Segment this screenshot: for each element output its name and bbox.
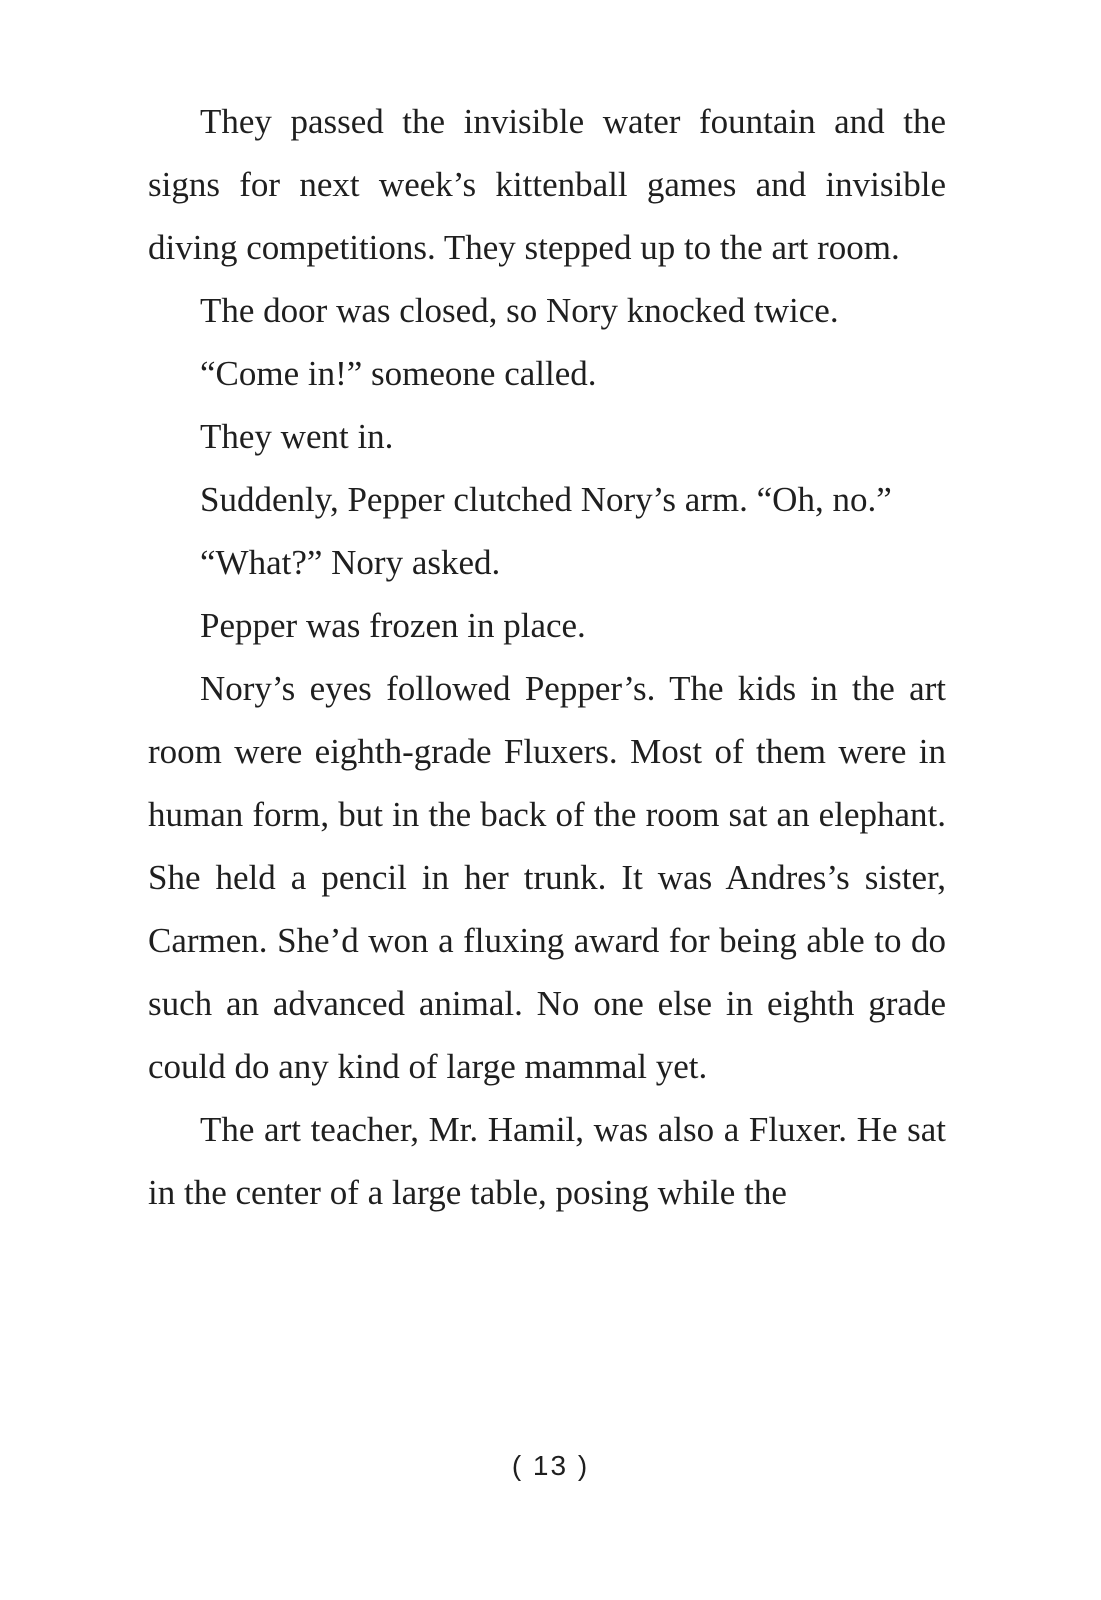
paragraph: Pepper was frozen in place. (200, 606, 586, 645)
paragraph: “What?” Nory asked. (200, 543, 501, 582)
page-number: ( 13 ) (511, 1450, 590, 1481)
body-text (148, 90, 946, 1224)
paragraph: They went in. (200, 417, 394, 456)
paragraph: Nory’s eyes followed Pepper’s. The kids in the art room were eighth-grade Fluxers. Most of them were in human form, but in the back of the room sat an elephant. She held a pencil in her trunk. It was Andres’s sister, Carmen. She’d won a fluxing award for being able to do such an advanced animal. No one else in eighth grade could do any kind of large mammal yet. (148, 669, 946, 1086)
paragraph: “Come in!” someone called. (200, 354, 597, 393)
paragraph: The door was closed, so Nory knocked twice. (200, 291, 839, 330)
paragraph: Suddenly, Pepper clutched Nory’s arm. “Oh, no.” (200, 480, 892, 519)
paragraph: The art teacher, Mr. Hamil, was also a Fluxer. He sat in the center of a large table, posing while the (148, 1110, 946, 1212)
paragraph: They passed the invisible water fountain and the signs for next week’s kittenball games and invisible diving competitions. They stepped up to the art room. (148, 102, 946, 267)
